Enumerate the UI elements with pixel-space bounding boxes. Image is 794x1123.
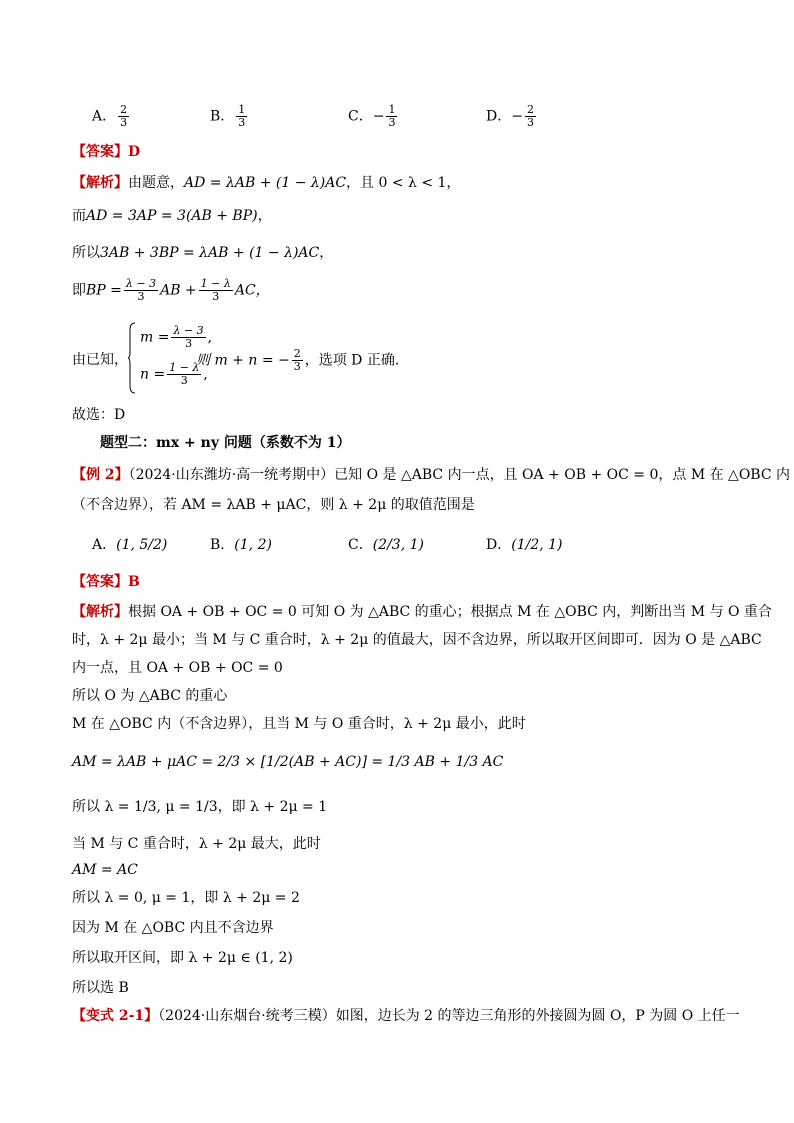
- analysis-line: [72, 860, 138, 880]
- text: 而: [72, 208, 86, 224]
- math-expr: AC，: [234, 282, 270, 299]
- text: 所以选 B: [72, 980, 129, 996]
- denominator: 3: [120, 116, 128, 129]
- variant-tag: 【变式 2-1】: [72, 1008, 159, 1024]
- analysis-line: [72, 630, 762, 650]
- text: 所以 λ = 0, μ = 1，即 λ + 2μ = 2: [72, 890, 300, 906]
- analysis-line: [72, 978, 129, 998]
- analysis-line: [72, 834, 321, 854]
- analysis-line: [72, 888, 300, 908]
- text: 所以: [72, 245, 100, 261]
- option-value: (1, 5/2): [116, 537, 168, 553]
- system-row-m: m = $\frac{\lambda - 3}{3}$ ,: [140, 324, 213, 350]
- brace-icon: [128, 322, 136, 394]
- analysis-line-3: [72, 243, 333, 263]
- fraction: [386, 104, 397, 129]
- text: 由题意，: [128, 175, 184, 191]
- math-expr: AD = 3AP = 3(AB + BP): [86, 208, 258, 224]
- answer-tag: 【答案】: [72, 574, 128, 590]
- analysis-line: [72, 658, 283, 678]
- math-expr: 3AB + 3BP = λAB + (1 − λ)AC: [100, 245, 320, 261]
- text: 所以 O 为 △ABC 的重心: [72, 688, 228, 704]
- text: 故选：D: [72, 407, 126, 423]
- math-expr: m =: [140, 329, 170, 346]
- option-letter: D．: [486, 108, 512, 125]
- fraction: [236, 104, 247, 129]
- option-value: (1/2, 1): [511, 537, 563, 553]
- analysis-line: [72, 918, 274, 938]
- text: 所以 λ = 1/3, μ = 1/3，即 λ + 2μ = 1: [72, 799, 328, 815]
- example-2-stem-2: [72, 495, 475, 515]
- math-expr: AD = λAB + (1 − λ)AC: [184, 175, 347, 191]
- option-value: (1, 2): [234, 537, 272, 553]
- denominator: 3: [238, 116, 246, 129]
- text: 题型二：mx + ny 问题（系数不为 1）: [100, 435, 351, 451]
- text: ，: [257, 208, 272, 224]
- variant-2-1: [72, 1006, 740, 1026]
- choice-line: [72, 405, 125, 425]
- math-expr: AM = AC: [72, 862, 138, 878]
- text: M 在 △OBC 内（不含边界），且当 M 与 O 重合时，λ + 2μ 最小，此时: [72, 716, 526, 732]
- numerator: 2: [293, 347, 301, 360]
- numerator: 2: [526, 103, 534, 116]
- analysis-line: [72, 948, 293, 968]
- math-expr: n =: [140, 366, 166, 383]
- analysis-line: [72, 602, 772, 622]
- denominator: 3: [137, 290, 145, 303]
- answer-line: [72, 142, 140, 162]
- example-tag: 【例 2】: [72, 467, 129, 483]
- fraction: [199, 278, 233, 303]
- option-c: [348, 534, 424, 554]
- math-expr: BP =: [86, 282, 122, 299]
- analysis-line-1: [72, 173, 460, 193]
- fraction: [525, 104, 536, 129]
- text: 根据 OA + OB + OC = 0 可知 O 为 △ABC 的重心；根据点 M 在 △OBC 内，判断出当 M 与 O 重合: [128, 604, 772, 620]
- numerator: λ − 3: [173, 324, 204, 337]
- text: 即: [72, 282, 86, 299]
- text: 时，λ + 2μ 最小；当 M 与 C 重合时，λ + 2μ 的值最大，因不含边界，所以取开区间即可．因为 O 是 △ABC: [72, 632, 762, 648]
- option-letter: B．: [210, 537, 235, 553]
- option-a: [92, 534, 167, 554]
- answer-value: B: [128, 574, 140, 590]
- denominator: 3: [185, 337, 193, 350]
- text: 当 M 与 C 重合时，λ + 2μ 最大，此时: [72, 836, 321, 852]
- math-expr: 则 m + n = −: [196, 352, 290, 369]
- option-letter: D．: [486, 537, 512, 553]
- conclusion: [196, 348, 399, 373]
- option-d: [486, 104, 538, 129]
- sign: −: [511, 108, 523, 125]
- denominator: 3: [388, 116, 396, 129]
- option-value: (2/3, 1): [372, 537, 424, 553]
- denominator: 3: [526, 116, 534, 129]
- fraction: [292, 348, 303, 373]
- section-title: [100, 433, 350, 453]
- numerator: 2: [120, 103, 128, 116]
- denominator: 3: [293, 360, 301, 373]
- option-b: [210, 104, 249, 129]
- option-a: [92, 104, 131, 129]
- numerator: 1 − λ: [169, 361, 200, 374]
- answer-tag: 【答案】: [72, 144, 128, 160]
- option-letter: A．: [92, 537, 117, 553]
- numerator: 1 − λ: [200, 277, 231, 290]
- fraction: [118, 104, 129, 129]
- fraction: [124, 278, 158, 303]
- numerator: λ − 3: [125, 277, 157, 290]
- example-2-stem-1: [72, 465, 790, 485]
- text: 已知 O 是 △ABC 内一点，且 OA + OB + OC = 0，点 M 在 △OBC 内: [334, 467, 791, 483]
- math-expr: AM = λAB + μAC = 2/3 × [1/2(AB + AC)] = 1/3 AB + 1/3 AC: [72, 754, 504, 770]
- option-d: [486, 534, 563, 554]
- text: ，选项 D 正确.: [304, 352, 400, 369]
- analysis-tag: 【解析】: [72, 604, 128, 620]
- analysis-line-5: [72, 350, 128, 370]
- math-expr: AB +: [160, 282, 197, 299]
- numerator: 1: [388, 103, 396, 116]
- text: 内一点，且 OA + OB + OC = 0: [72, 660, 283, 676]
- denominator: 3: [180, 374, 188, 387]
- analysis-line-4: [72, 278, 270, 303]
- option-b: [210, 534, 272, 554]
- analysis-tag: 【解析】: [72, 175, 128, 191]
- source: （2024·山东潍坊·高一统考期中）: [128, 467, 335, 483]
- denominator: 3: [212, 290, 220, 303]
- fraction: [171, 325, 205, 350]
- text: 所以取开区间，即 λ + 2μ ∈ (1, 2): [72, 950, 293, 966]
- analysis-line: [72, 797, 327, 817]
- option-letter: C．: [348, 108, 373, 125]
- option-c: [348, 104, 399, 129]
- system-row-n: n = $\frac{1 - \lambda}{3}$ ,: [140, 361, 208, 387]
- numerator: 1: [238, 103, 246, 116]
- analysis-line: [72, 752, 503, 772]
- analysis-line: [72, 686, 227, 706]
- text: 因为 M 在 △OBC 内且不含边界: [72, 920, 274, 936]
- analysis-line: [72, 714, 526, 734]
- text: （不含边界），若 AM = λAB + μAC，则 λ + 2μ 的取值范围是: [72, 497, 475, 513]
- option-letter: B．: [210, 108, 235, 125]
- answer-value: D: [128, 144, 141, 160]
- text: 如图，边长为 2 的等边三角形的外接圆为圆 O，P 为圆 O 上任一: [335, 1008, 740, 1024]
- text: 由已知，: [72, 352, 128, 368]
- answer-line: [72, 572, 140, 592]
- sign: −: [372, 108, 385, 125]
- text: ，且 0 < λ < 1，: [346, 175, 461, 191]
- source: （2024·山东烟台·统考三模）: [158, 1008, 336, 1024]
- option-letter: C．: [348, 537, 373, 553]
- analysis-line-2: [72, 206, 272, 226]
- option-letter: A．: [92, 108, 117, 125]
- text: ，: [319, 245, 334, 261]
